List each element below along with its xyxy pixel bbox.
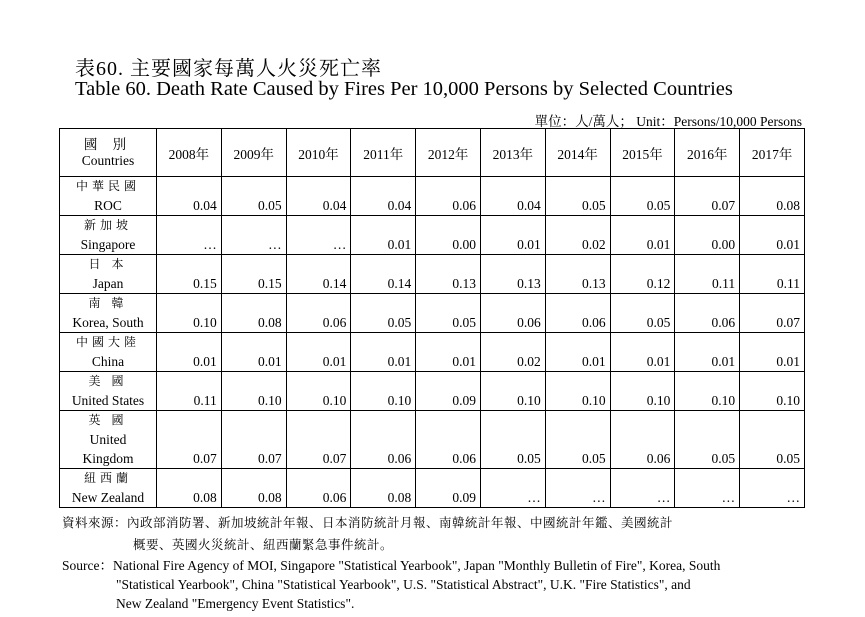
year-header: 2013年 [480, 129, 545, 177]
value-cell: 0.10 [221, 372, 286, 411]
value-cell: 0.06 [416, 411, 481, 469]
source-zh-line: 概要、英國火災統計、紐西蘭緊急事件統計。 [133, 538, 394, 552]
title-chinese: 表60. 主要國家每萬人火災死亡率 [75, 58, 382, 80]
table-row [60, 177, 805, 216]
value-cell: 0.05 [221, 177, 286, 216]
country-name-en: Japan [92, 276, 124, 291]
country-name-en: ROC [94, 198, 122, 213]
country-name-en: China [91, 354, 125, 369]
country-name-zh: 英 國 [88, 413, 128, 427]
value-cell: 0.06 [480, 294, 545, 333]
value-cell: 0.05 [740, 411, 805, 469]
source-en-line: "Statistical Yearbook", China "Statistical Yearbook", U.S. "Statistical Abstract", U.K. "Fire Statistics", and [116, 577, 691, 592]
country-name-zh: 新加坡 [83, 218, 132, 232]
country-cell [60, 255, 157, 294]
value-cell: … [157, 216, 222, 255]
value-cell: 0.13 [480, 255, 545, 294]
value-cell: 0.09 [416, 469, 481, 508]
value-cell: … [545, 469, 610, 508]
value-cell: 0.11 [740, 255, 805, 294]
value-cell: 0.04 [351, 177, 416, 216]
value-cell: … [480, 469, 545, 508]
year-header: 2008年 [157, 129, 222, 177]
value-cell: 0.10 [740, 372, 805, 411]
value-cell: 0.01 [416, 333, 481, 372]
year-header: 2011年 [351, 129, 416, 177]
country-name-en: Korea, South [72, 315, 144, 330]
table-row [60, 216, 805, 255]
value-cell: … [286, 216, 351, 255]
value-cell: 0.09 [416, 372, 481, 411]
value-cell: 0.01 [351, 333, 416, 372]
value-cell: 0.07 [740, 294, 805, 333]
value-cell: 0.05 [610, 294, 675, 333]
value-cell: 0.00 [675, 216, 740, 255]
value-cell: 0.08 [157, 469, 222, 508]
value-cell: 0.13 [545, 255, 610, 294]
country-name-zh: 中國大陸 [75, 335, 140, 349]
country-name-zh: 紐西蘭 [83, 471, 132, 485]
value-cell: 0.01 [157, 333, 222, 372]
country-header-en: Countries [81, 152, 135, 168]
value-cell: 0.07 [221, 411, 286, 469]
table-row [60, 469, 805, 508]
value-cell: 0.11 [675, 255, 740, 294]
value-cell: 0.06 [351, 411, 416, 469]
country-name-en: United States [71, 393, 145, 408]
country-name-zh: 中華民國 [75, 179, 140, 193]
table-row [60, 333, 805, 372]
value-cell: 0.05 [545, 177, 610, 216]
country-name-en: Singapore [80, 237, 136, 252]
value-cell: 0.07 [286, 411, 351, 469]
value-cell: … [675, 469, 740, 508]
year-header: 2017年 [740, 129, 805, 177]
value-cell: 0.05 [351, 294, 416, 333]
title-english: Table 60. Death Rate Caused by Fires Per 10,000 Persons by Selected Countries [75, 78, 733, 100]
country-cell [60, 333, 157, 372]
country-name-zh: 美 國 [88, 374, 128, 388]
value-cell: 0.14 [351, 255, 416, 294]
country-header [60, 129, 157, 177]
value-cell: 0.08 [740, 177, 805, 216]
country-cell [60, 372, 157, 411]
value-cell: 0.08 [221, 469, 286, 508]
table-row [60, 255, 805, 294]
value-cell: 0.10 [351, 372, 416, 411]
value-cell: … [740, 469, 805, 508]
value-cell: 0.10 [157, 294, 222, 333]
value-cell: 0.10 [610, 372, 675, 411]
value-cell: 0.06 [286, 469, 351, 508]
value-cell: 0.05 [675, 411, 740, 469]
year-header: 2016年 [675, 129, 740, 177]
country-cell [60, 216, 157, 255]
source-en-line: Source：National Fire Agency of MOI, Singapore "Statistical Yearbook", Japan "Monthly Bulletin of Fire", Korea, South [62, 558, 721, 573]
value-cell: … [221, 216, 286, 255]
year-header: 2009年 [221, 129, 286, 177]
value-cell: 0.01 [610, 333, 675, 372]
value-cell: 0.01 [480, 216, 545, 255]
value-cell: 0.01 [740, 216, 805, 255]
value-cell: 0.15 [157, 255, 222, 294]
country-name-zh: 南 韓 [88, 296, 128, 310]
value-cell: 0.10 [675, 372, 740, 411]
value-cell: 0.07 [675, 177, 740, 216]
table-row [60, 411, 805, 469]
country-name-zh: 日 本 [88, 257, 128, 271]
country-name-en: United Kingdom [82, 432, 134, 466]
value-cell: … [610, 469, 675, 508]
country-cell [60, 469, 157, 508]
value-cell: 0.04 [157, 177, 222, 216]
value-cell: 0.00 [416, 216, 481, 255]
value-cell: 0.06 [610, 411, 675, 469]
year-header: 2015年 [610, 129, 675, 177]
source-en-line: New Zealand "Emergency Event Statistics". [116, 596, 355, 611]
value-cell: 0.01 [740, 333, 805, 372]
value-cell: 0.04 [480, 177, 545, 216]
country-name-en: New Zealand [71, 490, 145, 505]
source-zh-line: 資料來源：內政部消防署、新加坡統計年報、日本消防統計月報、南韓統計年報、中國統計年鑑、美國統計 [62, 516, 674, 530]
value-cell: 0.08 [351, 469, 416, 508]
value-cell: 0.01 [610, 216, 675, 255]
value-cell: 0.13 [416, 255, 481, 294]
value-cell: 0.04 [286, 177, 351, 216]
value-cell: 0.10 [545, 372, 610, 411]
value-cell: 0.10 [286, 372, 351, 411]
value-cell: 0.06 [675, 294, 740, 333]
year-header: 2014年 [545, 129, 610, 177]
death-rate-table [59, 128, 805, 508]
table-row [60, 294, 805, 333]
country-cell [60, 294, 157, 333]
value-cell: 0.01 [545, 333, 610, 372]
value-cell: 0.02 [480, 333, 545, 372]
value-cell: 0.01 [675, 333, 740, 372]
header-row [60, 129, 805, 177]
value-cell: 0.02 [545, 216, 610, 255]
value-cell: 0.01 [286, 333, 351, 372]
source-note-chinese [62, 512, 673, 556]
year-header: 2012年 [416, 129, 481, 177]
value-cell: 0.11 [157, 372, 222, 411]
value-cell: 0.10 [480, 372, 545, 411]
country-cell [60, 411, 157, 469]
table-row [60, 372, 805, 411]
value-cell: 0.07 [157, 411, 222, 469]
country-header-zh: 國 別 [83, 136, 133, 152]
value-cell: 0.05 [416, 294, 481, 333]
unit-label: 單位：人/萬人； Unit：Persons/10,000 Persons [534, 114, 802, 129]
value-cell: 0.06 [545, 294, 610, 333]
value-cell: 0.05 [610, 177, 675, 216]
value-cell: 0.06 [416, 177, 481, 216]
value-cell: 0.05 [480, 411, 545, 469]
value-cell: 0.06 [286, 294, 351, 333]
value-cell: 0.01 [351, 216, 416, 255]
source-note-english [62, 556, 720, 613]
value-cell: 0.01 [221, 333, 286, 372]
value-cell: 0.08 [221, 294, 286, 333]
year-header: 2010年 [286, 129, 351, 177]
value-cell: 0.14 [286, 255, 351, 294]
country-cell [60, 177, 157, 216]
value-cell: 0.05 [545, 411, 610, 469]
value-cell: 0.12 [610, 255, 675, 294]
value-cell: 0.15 [221, 255, 286, 294]
